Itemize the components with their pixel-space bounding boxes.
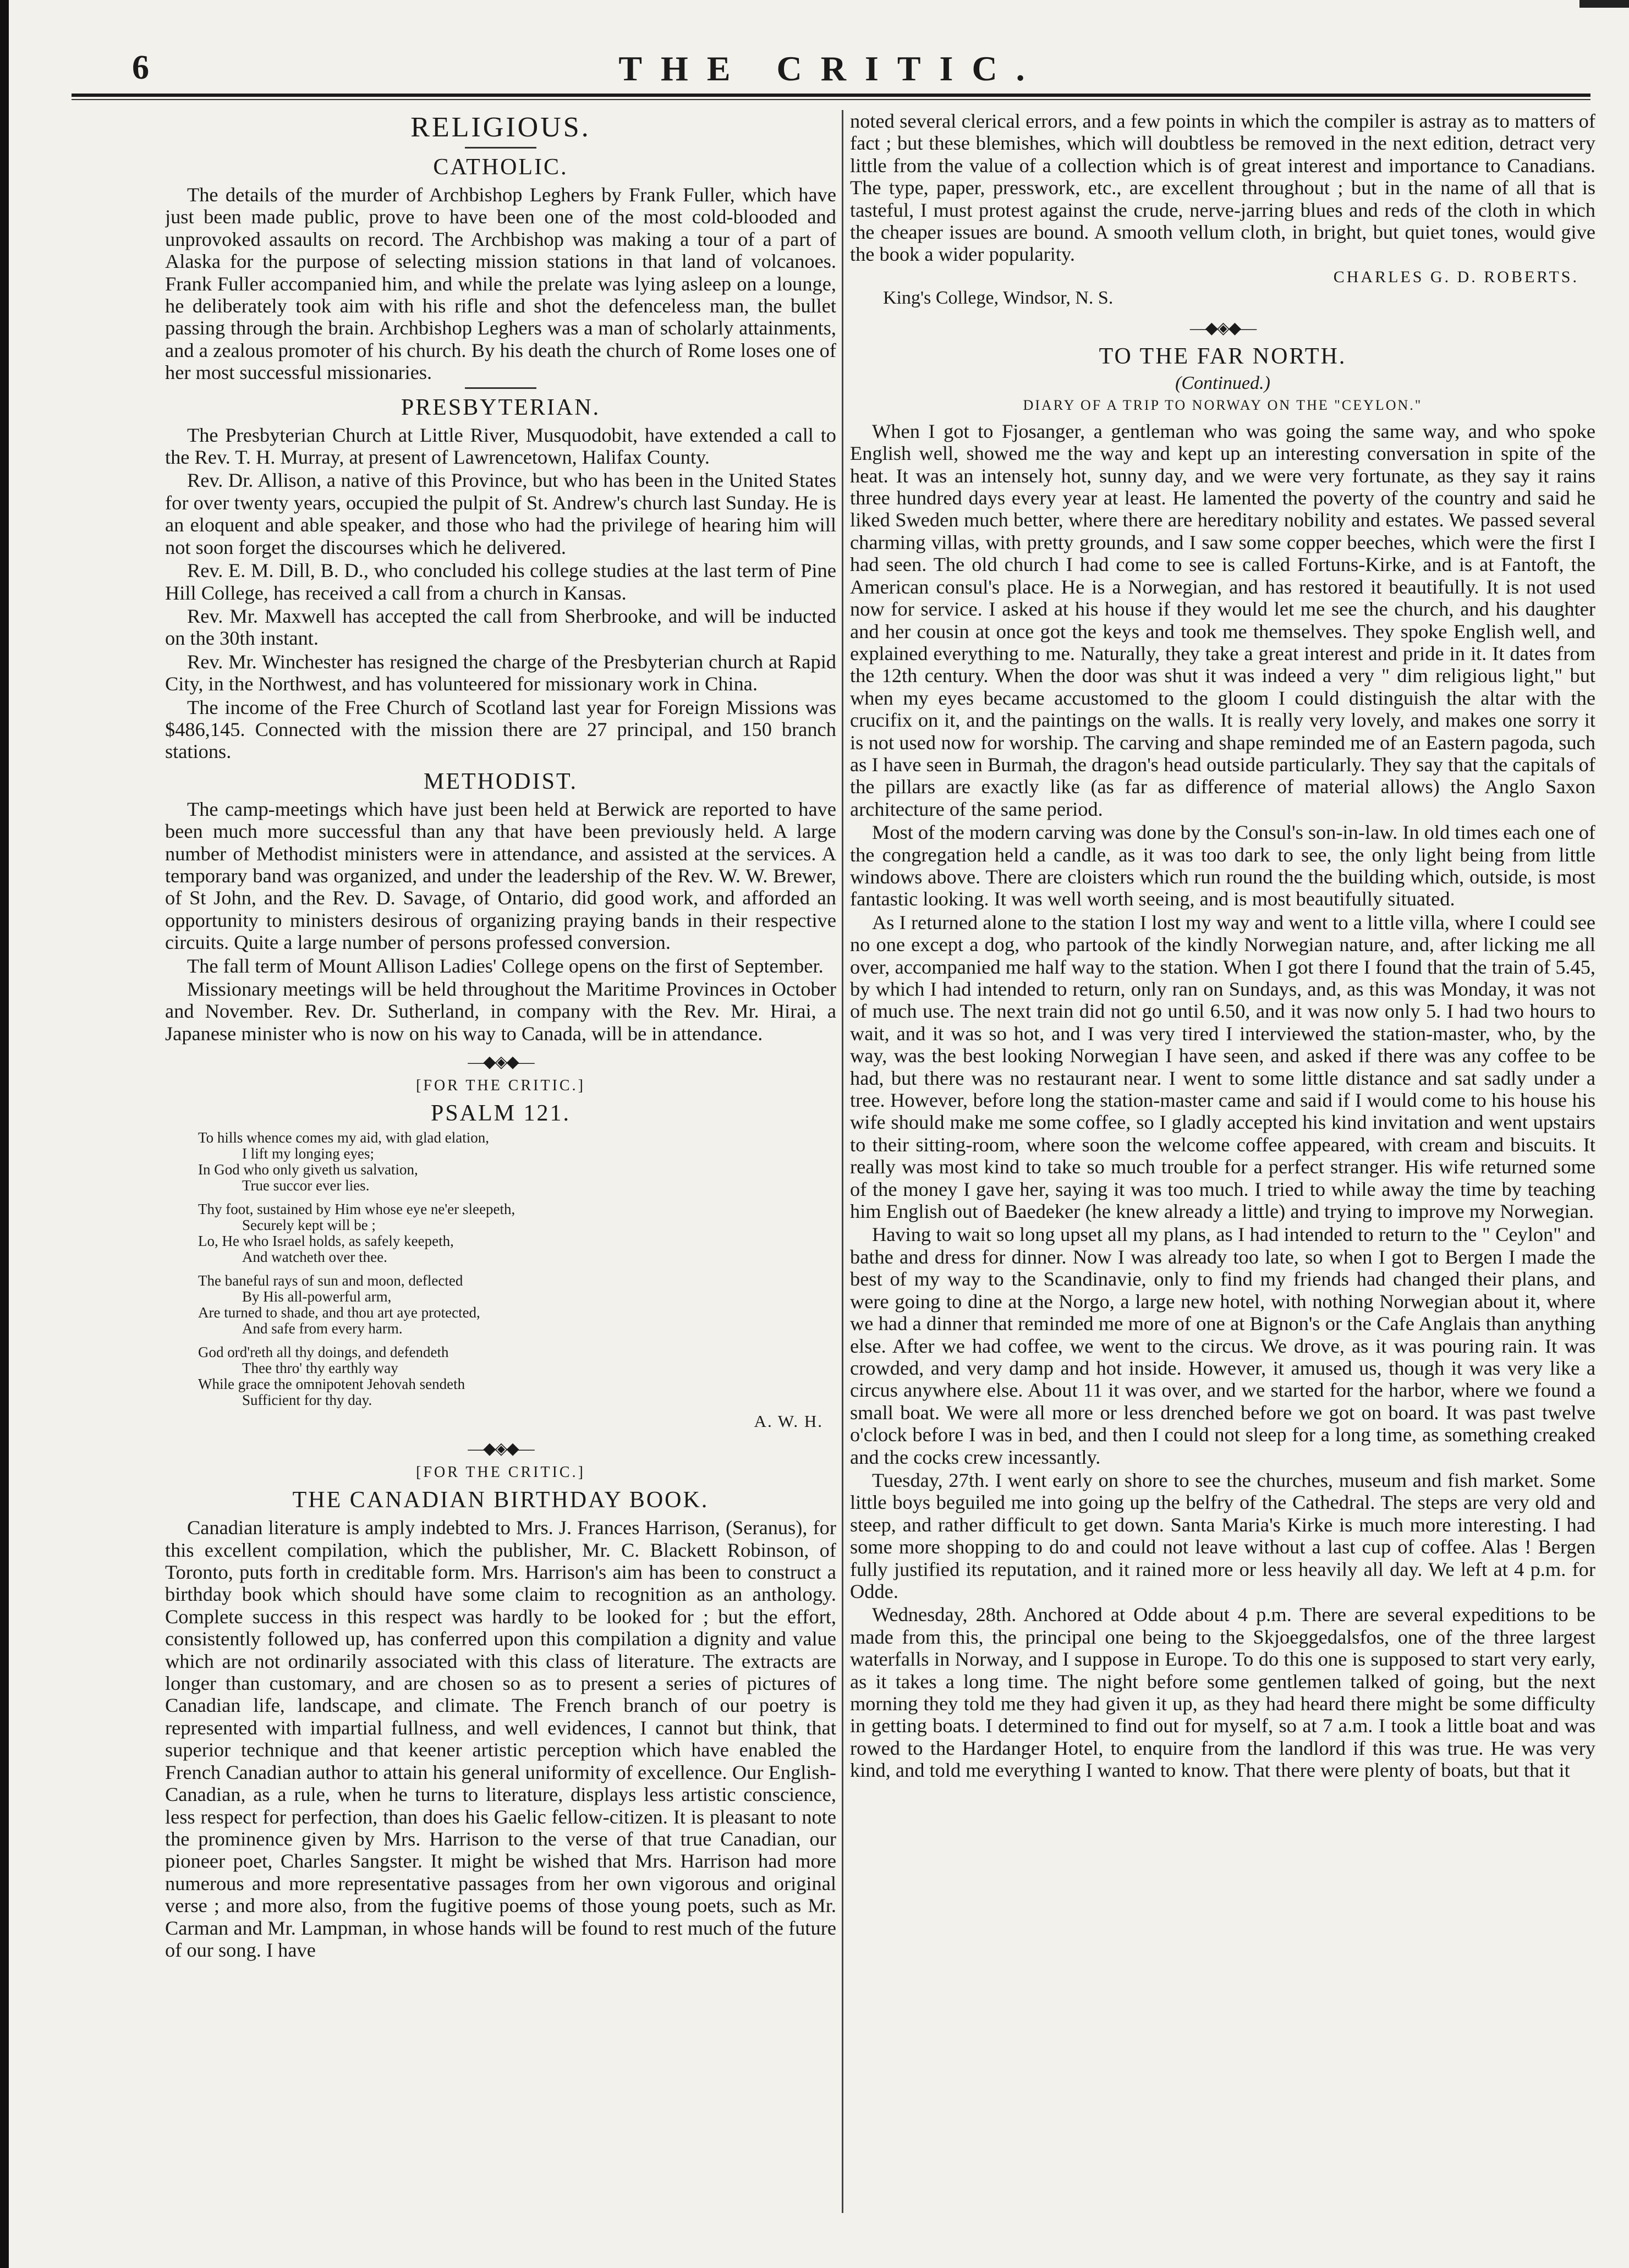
poem-line: Securely kept will be ; — [242, 1217, 376, 1234]
left-column — [165, 110, 836, 2224]
poem-stanza — [198, 1273, 836, 1337]
poem-line: Are turned to shade, and thou art aye protected, — [198, 1304, 480, 1321]
masthead-title: THE CRITIC. — [618, 49, 1044, 88]
paragraph: The fall term of Mount Allison Ladies' College opens on the first of September. — [187, 954, 824, 977]
subheading-methodist: METHODIST. — [423, 768, 578, 794]
author-signature: CHARLES G. D. ROBERTS. — [1333, 267, 1579, 286]
paragraph: Tuesday, 27th. I went early on shore to see the churches, museum and fish market. Some little boys beguiled me into going up the belfry of the Cathedral. The steps are very old and steep, and rather difficult to get down. Santa Maria's Kirke is much more interesting. I had some more shopping to do and could not leave without a last cup of coffee. Alas ! Bergen fully justified its reputation, and it rained more or less heavily all day. We left at 4 p.m. for Odde. — [850, 1469, 1595, 1602]
contributor-tag: [FOR THE CRITIC.] — [416, 1077, 585, 1095]
paragraph: Having to wait so long upset all my plans, as I had intended to return to the " Ceylon" and bathe and dress for dinner. Now I was already too late, so when I got to Bergen I made the best of my way to the Scandinavie, only to find my friends had changed their plans, and were going to dine at the Norgo, a large new hotel, with nothing Norwegian about it, where we had a dinner that reminded me more of one at Bignon's or the Cafe Anglais than anything else. After we had coffee, we went to the circus. We drove, as it was pouring rain. It was crowded, and very damp and hot inside. However, it amused us, though it was very like a circus anywhere else. About 11 it was over, and we started for the harbor, where we found a small boat. We were all more or less drenched before we got on board. It was past twelve o'clock before I was in bed, and then I could not sleep for a long time, as something creaked and the cocks crew incessantly. — [850, 1223, 1595, 1468]
column-divider — [842, 110, 843, 2213]
poem-line: While grace the omnipotent Jehovah sendeth — [198, 1376, 465, 1393]
paragraph: Missionary meetings will be held throughout the Maritime Provinces in October and November. Rev. Dr. Sutherland, in company with the Rev. Mr. Hirai, a Japanese minister who is now on his way to Canada, will be in attendance. — [165, 978, 836, 1045]
ornament-divider: —◆◈◆— — [468, 1053, 534, 1072]
short-rule — [465, 387, 536, 389]
header-rule — [72, 94, 1590, 97]
header-rule-thin — [72, 99, 1590, 100]
contributor-tag: [FOR THE CRITIC.] — [416, 1464, 585, 1481]
poem-line: Lo, He who Israel holds, as safely keepeth, — [198, 1233, 454, 1250]
paragraph: The Presbyterian Church at Little River, Musquodobit, have extended a call to the Rev. T. H. Murray, at present of Lawrencetown, Halifax County. — [165, 424, 836, 469]
poem-line: And watcheth over thee. — [242, 1249, 387, 1266]
article-title: THE CANADIAN BIRTHDAY BOOK. — [292, 1487, 709, 1513]
article-subtitle: DIARY OF A TRIP TO NORWAY ON THE "CEYLON." — [1023, 397, 1423, 413]
page-header — [72, 48, 1590, 92]
paragraph: The income of the Free Church of Scotland last year for Foreign Missions was $486,145. Connected with the mission there are 27 principal, and 150 branch stations. — [165, 696, 836, 763]
poem-line: To hills whence comes my aid, with glad elation, — [198, 1129, 489, 1146]
poem-line: I lift my longing eyes; — [242, 1145, 374, 1162]
article-title: TO THE FAR NORTH. — [1099, 343, 1347, 369]
poem-line: True succor ever lies. — [242, 1177, 370, 1194]
paragraph: Rev. Mr. Winchester has resigned the charge of the Presbyterian church at Rapid City, in the Northwest, and has volunteered for missionary work in China. — [165, 650, 836, 695]
poem-line: Thee thro' thy earthly way — [242, 1360, 398, 1377]
page-number: 6 — [132, 49, 149, 86]
subheading-presbyterian: PRESBYTERIAN. — [401, 394, 601, 420]
poem-line: Thy foot, sustained by Him whose eye ne'er sleepeth, — [198, 1201, 515, 1218]
paragraph: noted several clerical errors, and a few points in which the compiler is astray as to matters of fact ; but these blemishes, which will doubtless be removed in the next edition, detract very little from the value of a collection which is of great interest and importance to Canadians. The type, paper, presswork, etc., are excellent throughout ; but in the name of all that is tasteful, I must protest against the crude, nerve-jarring blues and reds of the cloth in which the cheaper issues are bound. A smooth vellum cloth, in bright, but quiet tones, would give the book a wider popularity. — [850, 110, 1595, 266]
poem-line: In God who only giveth us salvation, — [198, 1161, 418, 1178]
poem-stanza — [198, 1201, 836, 1265]
continued-note: (Continued.) — [1175, 372, 1270, 393]
poem-line: And safe from every harm. — [242, 1320, 403, 1337]
poem-signature: A. W. H. — [754, 1412, 823, 1431]
section-heading-religious: RELIGIOUS. — [410, 112, 591, 143]
right-column — [850, 110, 1595, 2224]
poem-line: By His all-powerful arm, — [242, 1288, 392, 1305]
poem-line: God ord'reth all thy doings, and defendeth — [198, 1344, 449, 1361]
paragraph: Rev. Mr. Maxwell has accepted the call from Sherbrooke, and will be inducted on the 30th instant. — [165, 605, 836, 650]
poem-line: Sufficient for thy day. — [242, 1392, 372, 1409]
poem-line: The baneful rays of sun and moon, deflected — [198, 1272, 463, 1289]
paragraph: The details of the murder of Archbishop Leghers by Frank Fuller, which have just been made public, prove to have been one of the most cold-blooded and unprovoked assaults on record. The Archbishop was making a tour of a part of Alaska for the purpose of selecting mission stations in that land of volcanoes. Frank Fuller accompanied him, and while the prelate was lying asleep on a lounge, he deliberately took aim with his rifle and shot the defenceless man, the bullet passing through the brain. Archbishop Leghers was a man of scholarly attainments, and a zealous promoter of his church. By his death the church of Rome loses one of her most successful missionaries. — [165, 184, 836, 384]
short-rule — [465, 147, 536, 149]
scan-corner-mark — [1579, 0, 1629, 8]
poem — [198, 1130, 836, 1408]
poem-title: PSALM 121. — [430, 1101, 571, 1127]
paragraph: Most of the modern carving was done by the Consul's son-in-law. In old times each one of the congregation held a candle, as it was too dark to see, the only light being from little windows above. There are cloisters which run round the the building which, outside, is most fantastic looking. It was well worth seeing, and is most beautifully situated. — [850, 821, 1595, 910]
ornament-divider: —◆◈◆— — [468, 1440, 534, 1458]
paragraph: Canadian literature is amply indebted to Mrs. J. Frances Harrison, (Seranus), for this excellent compilation, which the publisher, Mr. C. Blackett Robinson, of Toronto, puts forth in creditable form. Mrs. Harrison's aim has been to construct a birthday book which should have some claim to recognition as an anthology. Complete success in this respect was hardly to be looked for ; but the effort, consistently followed up, has conferred upon this compilation a dignity and value which are not ordinarily associated with this class of literature. The extracts are longer than customary, and are chosen so as to present a series of pictures of Canadian life, landscape, and climate. The French branch of our poetry is represented with impartial fullness, and well evidences, I cannot but think, that superior technique and that keener artistic perception which have enabled the French Canadian author to attain his general uniformity of excellence. Our English-Canadian, as a rule, when he turns to literature, displays less artistic conscience, less respect for perfection, than does his Gaelic fellow-citizen. It is pleasant to note the prominence given by Mrs. Harrison to the verse of that true Canadian, our pioneer poet, Charles Sangster. It might be wished that Mrs. Harrison had more numerous and more representative passages from her own vigorous and original verse ; and more also, from the fugitive poems of those young poets, such as Mr. Carman and Mr. Lampman, in whose hands will be found to rest much of the future of our song. I have — [165, 1517, 836, 1961]
paragraph: When I got to Fjosanger, a gentleman who was going the same way, and who spoke English well, showed me the way and kept up an interesting conversation in spite of the heat. It was an intensely hot, sunny day, and we were very fortunate, as they say it rains three hundred days every year at least. He lamented the poverty of the country and said he liked Sweden much better, where there are hereditary nobility and estates. We passed several charming villas, with pretty grounds, and I saw some copper beeches, which were the first I had seen. The old church I had come to see is called Fortuns-Kirke, and is at Fantoft, the American consul's place. He is a Norwegian, and has restored it beautifully. It is not used now for service. I asked at his house if they would let me see the church, and his daughter and her cousin at once got the keys and took me themselves. They spoke English well, and explained everything to me. Naturally, they take a great interest and pride in it. It dates from the 12th century. When the door was shut it was indeed a very " dim religious light," but when my eyes became accustomed to the gloom I could distinguish the altar with the crucifix on it, and the paintings on the walls. It is really very lovely, and makes one sorry it is not used now for worship. The carving and shape reminded me of an Eastern pagoda, such as I have seen in Burmah, the dragon's head outside particularly. They say that the capitals of the pillars are exactly like (as far as difference of material allows) the Anglo Saxon architecture of the same period. — [850, 420, 1595, 820]
paragraph: Rev. E. M. Dill, B. D., who concluded his college studies at the last term of Pine Hill College, has received a call from a church in Kansas. — [165, 559, 836, 604]
poem-stanza — [198, 1130, 836, 1194]
poem-stanza — [198, 1344, 836, 1408]
paragraph: As I returned alone to the station I lost my way and went to a little villa, where I could see no one except a dog, who partook of the kindly Norwegian nature, and, after licking me all over, accompanied me half way to the station. When I got there I found that the train of 5.45, by which I had intended to return, only ran on Sundays, and, as this was Monday, it was not of much use. The next train did not go until 6.50, and it was now only 5. I had two hours to wait, and it was so hot, and I was very tired I interviewed the station-master, who, by the way, was the best looking Norwegian I have seen, and asked if there was any coffee to be had, but there was no restaurant near. I went to some little distance and sat sadly under a tree. However, before long the station-master came and said if I would come to his house his wife should make me some coffee, so I gladly accepted his kind invitation and went upstairs to their sitting-room, where soon the welcome coffee appeared, with cream and biscuits. It really was most kind to take so much trouble for a perfect stranger. His wife returned some of the money I gave her, saying it was too much. I tried to while away the time by teaching him English out of Baedeker (he knew already a little) and trying to improve my Norwegian. — [850, 911, 1595, 1223]
paragraph: Rev. Dr. Allison, a native of this Province, but who has been in the United States for over twenty years, occupied the pulpit of St. Andrew's church last Sunday. He is an eloquent and able speaker, and those who had the privilege of hearing him will not soon forget the discourses which he delivered. — [165, 469, 836, 558]
subheading-catholic: CATHOLIC. — [433, 155, 568, 180]
scan-edge-bar — [0, 0, 9, 2268]
dateline-place: King's College, Windsor, N. S. — [883, 287, 1114, 308]
paragraph: The camp-meetings which have just been held at Berwick are reported to have been much more successful than any that have been previously held. A large number of Methodist ministers were in attendance, and assisted at the services. A temporary band was organized, and under the leadership of the Rev. W. W. Brewer, of St John, and the Rev. D. Savage, of Ontario, did good work, and afforded an opportunity to ministers desirous of organizing praying bands in their respective circuits. Quite a large number of persons professed conversion. — [165, 798, 836, 954]
paragraph: Wednesday, 28th. Anchored at Odde about 4 p.m. There are several expeditions to be made from this, the principal one being to the Skjoeggedalsfos, one of the three largest waterfalls in Norway, and I suppose in Europe. To do this one is supposed to start very early, as it takes a long time. The night before some gentlemen talked of going, but the next morning they told me they had given it up, as they had heard there might be some difficulty in getting boats. I determined to find out for myself, so at 7 a.m. I took a little boat and was rowed to the Hardanger Hotel, to enquire from the landlord if this was true. He was very kind, and told me everything I wanted to know. That there were plenty of boats, but that it — [850, 1603, 1595, 1782]
ornament-divider: —◆◈◆— — [1189, 318, 1256, 337]
